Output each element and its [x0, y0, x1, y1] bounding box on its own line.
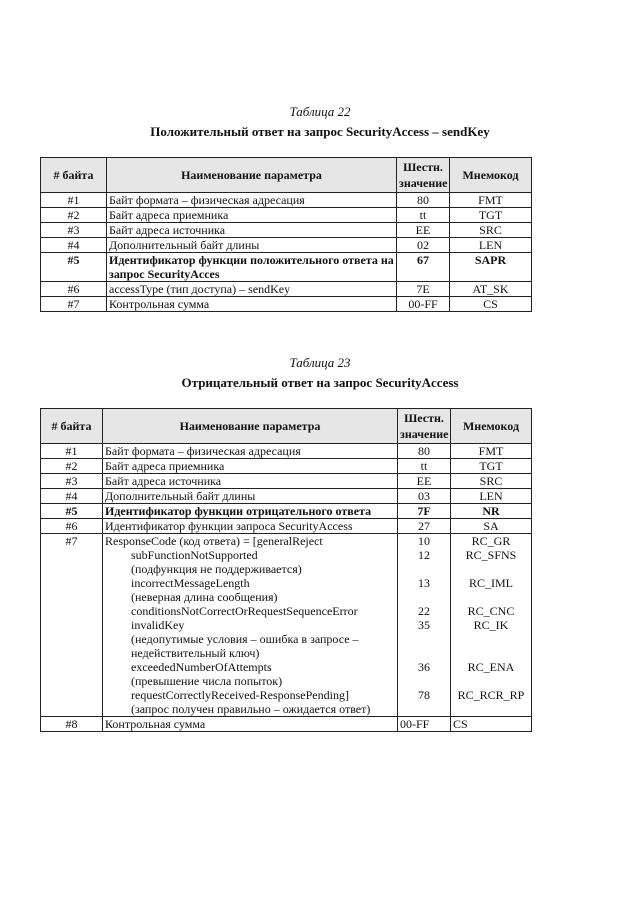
hex-value-cell: 7E — [397, 282, 450, 297]
mnemonic-cell: NR — [451, 504, 532, 519]
table-row — [41, 444, 532, 459]
hex-value-cell: tt — [398, 459, 451, 474]
mnemonic-cell: FMT — [450, 193, 532, 208]
byte-number-cell: #8 — [41, 717, 103, 732]
table-row — [41, 459, 532, 474]
response-code-mnemonic: RC_IK — [473, 618, 509, 632]
table-row — [41, 717, 532, 732]
response-code-item-text: incorrectMessageLength — [131, 576, 250, 590]
parameter-name-cell: Дополнительный байт длины — [103, 489, 398, 504]
response-code-label: ResponseCode (код ответа) = [generalReject — [105, 534, 323, 548]
table23-title: Отрицательный ответ на запрос SecurityAccess — [181, 375, 459, 390]
table-row — [41, 534, 532, 717]
byte-number-cell: #1 — [41, 193, 107, 208]
hex-value-cell: EE — [397, 223, 450, 238]
byte-number-cell: #7 — [41, 297, 107, 312]
response-code-item-text: (недопутимые условия – ошибка в запросе – — [131, 632, 359, 646]
hex-value-cell: 80 — [398, 444, 451, 459]
table-row — [41, 519, 532, 534]
response-code-mnemonic: RC_ENA — [467, 660, 515, 674]
byte-number-cell: #2 — [41, 208, 107, 223]
response-code-value: 12 — [418, 548, 430, 562]
parameter-name-cell: Байт адреса источника — [107, 223, 397, 238]
parameter-name-cell: Байт формата – физическая адресация — [103, 444, 398, 459]
table-row — [41, 282, 532, 297]
hex-value-cell: 03 — [398, 489, 451, 504]
table-row — [41, 193, 532, 208]
response-code-mnemonic: RC_CNC — [467, 604, 515, 618]
mnemonic-cell: LEN — [451, 489, 532, 504]
hex-value-cell: tt — [397, 208, 450, 223]
response-code-item-text: недействительный ключ) — [131, 646, 260, 660]
table-header-row — [41, 409, 532, 444]
table-row — [41, 253, 532, 282]
parameter-name-cell: accessType (тип доступа) – sendKey — [107, 282, 397, 297]
parameter-name-cell: Дополнительный байт длины — [107, 238, 397, 253]
byte-number-cell: #3 — [41, 474, 103, 489]
response-code-item-text: exceededNumberOfAttempts — [131, 660, 272, 674]
response-code-item-text: subFunctionNotSupported — [131, 548, 258, 562]
mnemonic-cell: SA — [451, 519, 532, 534]
parameter-name-cell: Байт формата – физическая адресация — [107, 193, 397, 208]
table23 — [40, 408, 532, 732]
mnemonic-cell: CS — [450, 297, 532, 312]
mnemonic-cell: FMT — [451, 444, 532, 459]
response-code-value: 36 — [418, 660, 430, 674]
hex-value-cell: 00-FF — [398, 717, 451, 732]
table-header-row — [41, 158, 532, 193]
byte-number-cell: #5 — [41, 253, 107, 282]
header-byte-number: # байта — [41, 409, 103, 444]
hex-value-cell — [398, 534, 451, 717]
response-code-value: 78 — [418, 688, 430, 702]
header-parameter-name: Наименование параметра — [107, 158, 397, 193]
hex-value-cell: 7F — [398, 504, 451, 519]
mnemonic-cell: SRC — [450, 223, 532, 238]
table-row — [41, 208, 532, 223]
header-parameter-name: Наименование параметра — [103, 409, 398, 444]
response-code-mnemonic: RC_RCR_RP — [457, 688, 525, 702]
table-row — [41, 297, 532, 312]
hex-value-cell: 67 — [397, 253, 450, 282]
response-code-value: 13 — [418, 576, 430, 590]
byte-number-cell: #5 — [41, 504, 103, 519]
mnemonic-cell: TGT — [450, 208, 532, 223]
table-row — [41, 474, 532, 489]
hex-value-cell: 80 — [397, 193, 450, 208]
table-row — [41, 489, 532, 504]
parameter-name-cell: Байт адреса источника — [103, 474, 398, 489]
parameter-name-cell — [103, 534, 398, 717]
table-row — [41, 238, 532, 253]
response-code-mnemonic: RC_SFNS — [465, 548, 517, 562]
response-code-item-text: requestCorrectlyReceived-ResponsePending] — [131, 688, 349, 702]
hex-value-cell: 27 — [398, 519, 451, 534]
table22 — [40, 157, 532, 312]
response-code-item-text: (подфункция не поддерживается) — [131, 562, 302, 576]
hex-value-cell: 02 — [397, 238, 450, 253]
mnemonic-cell: SRC — [451, 474, 532, 489]
table-row — [41, 504, 532, 519]
mnemonic-cell: SAPR — [450, 253, 532, 282]
byte-number-cell: #6 — [41, 519, 103, 534]
parameter-name-cell: Контрольная сумма — [107, 297, 397, 312]
byte-number-cell: #6 — [41, 282, 107, 297]
table22-caption: Таблица 22 — [289, 104, 351, 119]
mnemonic-cell: TGT — [451, 459, 532, 474]
header-hex-value: Шестн. значение — [397, 158, 450, 193]
parameter-name-cell: Байт адреса приемника — [103, 459, 398, 474]
byte-number-cell: #1 — [41, 444, 103, 459]
response-code-mnemonic: RC_IML — [468, 576, 513, 590]
parameter-name-cell: Идентификатор функции отрицательного ответа — [103, 504, 398, 519]
parameter-name-cell: Байт адреса приемника — [107, 208, 397, 223]
response-code-item-text: invalidKey — [131, 618, 185, 632]
byte-number-cell: #4 — [41, 238, 107, 253]
response-code-item-text: (запрос получен правильно – ожидается ответ) — [131, 702, 371, 716]
mnemonic-cell: AT_SK — [450, 282, 532, 297]
response-code-value: 22 — [418, 604, 430, 618]
header-mnemonic: Мнемокод — [450, 158, 532, 193]
response-code-value: 10 — [418, 534, 430, 548]
header-mnemonic: Мнемокод — [451, 409, 532, 444]
table22-title: Положительный ответ на запрос SecurityAccess – sendKey — [150, 124, 490, 139]
byte-number-cell: #7 — [41, 534, 103, 717]
mnemonic-cell: CS — [451, 717, 532, 732]
response-code-item-text: (превышение числа попыток) — [131, 674, 283, 688]
table23-caption: Таблица 23 — [289, 355, 351, 370]
response-code-item-text: (неверная длина сообщения) — [131, 590, 278, 604]
byte-number-cell: #2 — [41, 459, 103, 474]
mnemonic-cell: LEN — [450, 238, 532, 253]
response-code-value: 35 — [418, 618, 430, 632]
hex-value-cell: 00-FF — [397, 297, 450, 312]
mnemonic-cell — [451, 534, 532, 717]
byte-number-cell: #3 — [41, 223, 107, 238]
response-code-mnemonic: RC_GR — [471, 534, 511, 548]
parameter-name-cell: Идентификатор функции положительного ответа на запрос SecurityAcces — [107, 253, 397, 282]
header-byte-number: # байта — [41, 158, 107, 193]
table-row — [41, 223, 532, 238]
response-code-item-text: conditionsNotCorrectOrRequestSequenceError — [131, 604, 358, 618]
hex-value-cell: EE — [398, 474, 451, 489]
parameter-name-cell: Идентификатор функции запроса SecurityAccess — [103, 519, 398, 534]
header-hex-value: Шестн. значение — [398, 409, 451, 444]
byte-number-cell: #4 — [41, 489, 103, 504]
parameter-name-cell: Контрольная сумма — [103, 717, 398, 732]
